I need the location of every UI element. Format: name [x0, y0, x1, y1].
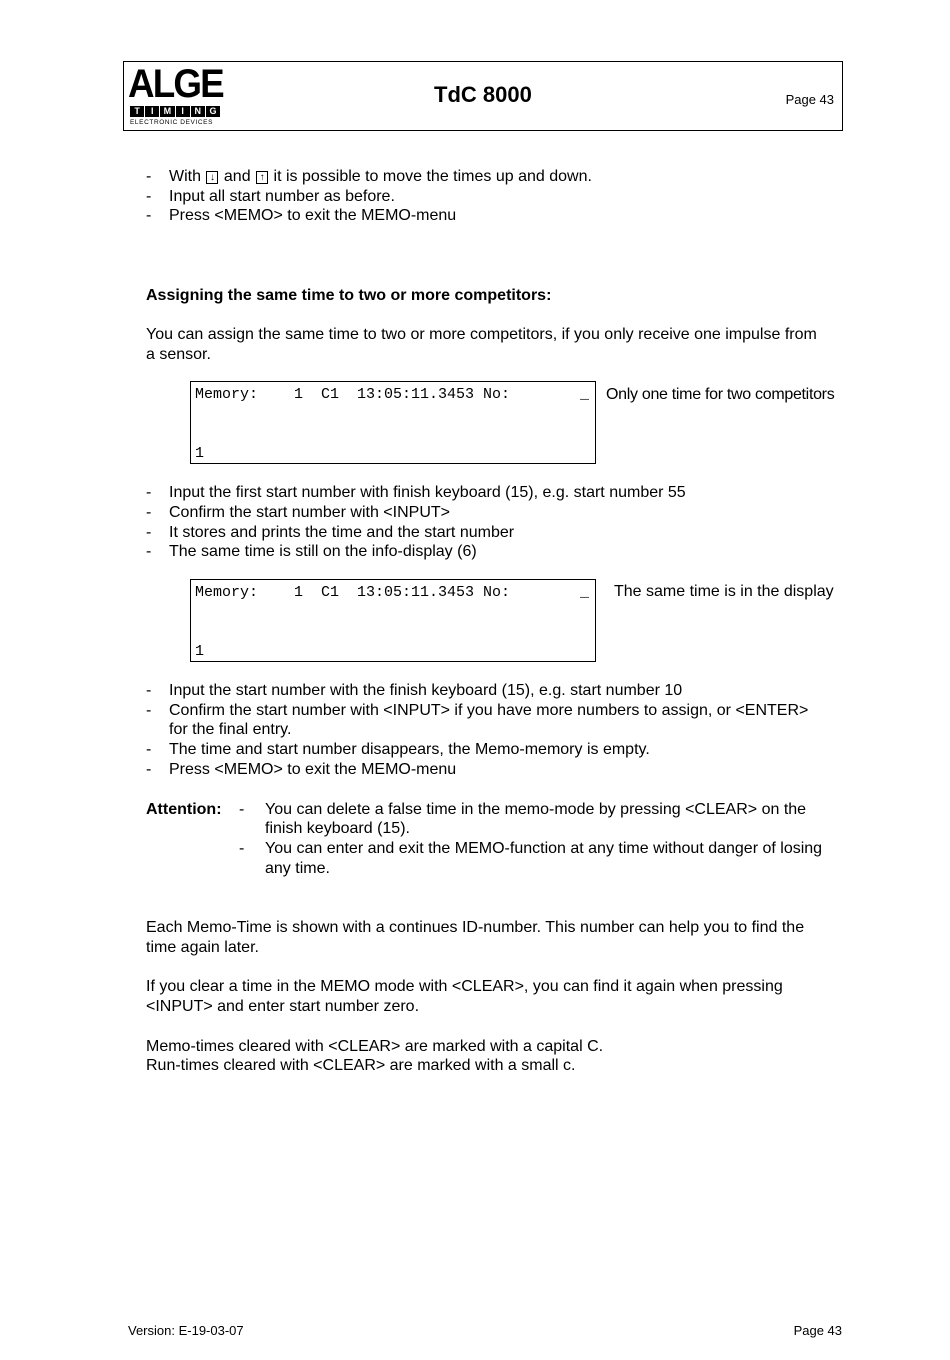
- list-dash: -: [146, 168, 152, 185]
- paragraph-line: time again later.: [146, 939, 259, 956]
- footer-page-number: Page 43: [793, 1323, 842, 1338]
- list-dash: -: [146, 484, 152, 501]
- list-dash: -: [146, 524, 152, 541]
- paragraph-line: If you clear a time in the MEMO mode with <CLEAR>, you can find it again when pressing: [146, 978, 783, 995]
- paragraph-line: Memo-times cleared with <CLEAR> are marked with a capital C.: [146, 1038, 604, 1055]
- list-item: With ↓ and ↑ it is possible to move the times up and down.: [169, 168, 592, 185]
- lcd-display-1: [190, 381, 596, 464]
- arrow-down-key-icon: ↓: [206, 171, 218, 184]
- display-caption: The same time is in the display: [614, 583, 834, 600]
- display-line-2: 1: [195, 445, 205, 462]
- paragraph-line: Each Memo-Time is shown with a continues ID-number. This number can help you to find the: [146, 919, 805, 936]
- list-dash: -: [146, 741, 152, 758]
- document-title: TdC 8000: [434, 82, 532, 107]
- logo-word: ALGE: [128, 62, 223, 106]
- page-header: [123, 61, 843, 131]
- list-dash: -: [146, 504, 152, 521]
- list-dash: -: [146, 761, 152, 778]
- paragraph-line: Run-times cleared with <CLEAR> are marked with a small c.: [146, 1057, 576, 1074]
- logo-timing-bar: T I M I N G: [130, 106, 220, 117]
- paragraph-line: <INPUT> and enter start number zero.: [146, 998, 420, 1015]
- footer-version: Version: E-19-03-07: [128, 1323, 244, 1338]
- list-dash: -: [146, 188, 152, 205]
- attention-item-continuation: finish keyboard (15).: [265, 820, 410, 837]
- display-cursor: _: [579, 386, 589, 403]
- list-dash: -: [146, 682, 152, 699]
- paragraph-line: You can assign the same time to two or more competitors, if you only receive one impulse from: [146, 326, 817, 343]
- list-item: Confirm the start number with <INPUT>: [169, 504, 450, 521]
- list-item: It stores and prints the time and the start number: [169, 524, 515, 541]
- list-dash: -: [146, 543, 152, 560]
- attention-item: You can delete a false time in the memo-mode by pressing <CLEAR> on the: [265, 801, 807, 818]
- list-dash: -: [146, 702, 152, 719]
- list-item: Press <MEMO> to exit the MEMO-menu: [169, 207, 457, 224]
- logo-subtitle: ELECTRONIC DEVICES: [130, 119, 214, 126]
- list-item: The same time is still on the info-display (6): [169, 543, 477, 560]
- display-line-2: 1: [195, 643, 205, 660]
- display-line-1: Memory: 1 C1 13:05:11.3453 No:: [195, 584, 511, 601]
- list-item-continuation: for the final entry.: [169, 721, 292, 738]
- paragraph-line: a sensor.: [146, 346, 211, 363]
- display-cursor: _: [579, 584, 589, 601]
- section-heading: Assigning the same time to two or more competitors:: [146, 287, 552, 304]
- attention-item: You can enter and exit the MEMO-function at any time without danger of losing: [265, 840, 823, 857]
- display-line-1: Memory: 1 C1 13:05:11.3453 No:: [195, 386, 511, 403]
- attention-item-continuation: any time.: [265, 860, 330, 877]
- attention-label: Attention:: [146, 801, 222, 818]
- list-dash: -: [239, 840, 245, 857]
- alge-logo: [128, 62, 224, 128]
- list-item: Input all start number as before.: [169, 188, 395, 205]
- arrow-up-key-icon: ↑: [256, 171, 268, 184]
- list-item: Press <MEMO> to exit the MEMO-menu: [169, 761, 457, 778]
- list-item: Input the first start number with finish keyboard (15), e.g. start number 55: [169, 484, 686, 501]
- list-item: Confirm the start number with <INPUT> if you have more numbers to assign, or <ENTER>: [169, 702, 809, 719]
- list-item: Input the start number with the finish keyboard (15), e.g. start number 10: [169, 682, 683, 699]
- list-dash: -: [146, 207, 152, 224]
- display-caption: Only one time for two competitors: [606, 386, 835, 403]
- list-item: The time and start number disappears, the Memo-memory is empty.: [169, 741, 650, 758]
- header-page-number: Page 43: [785, 92, 834, 107]
- lcd-display-2: [190, 579, 596, 662]
- list-dash: -: [239, 801, 245, 818]
